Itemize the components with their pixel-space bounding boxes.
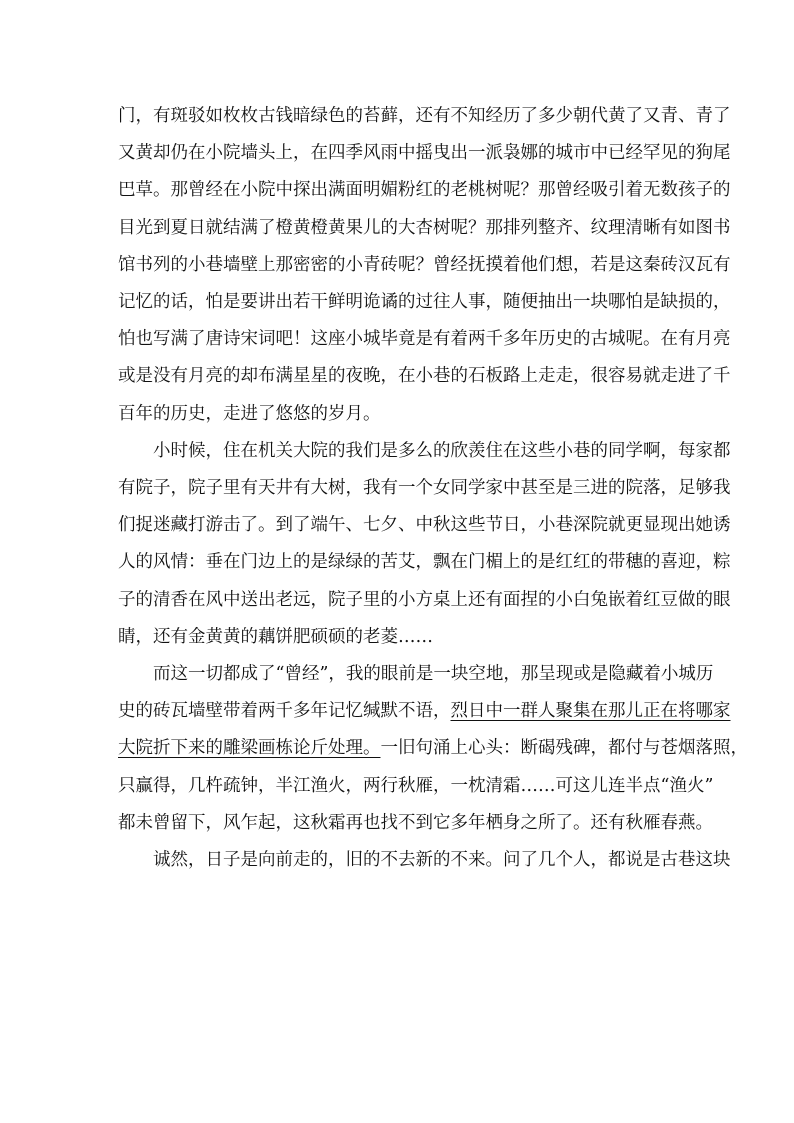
text-line: 小时候，住在机关大院的我们是多么的欣羡住在这些小巷的同学啊，每家都: [153, 440, 731, 461]
underlined-text: 大院折下来的雕梁画栋论斤处理。: [118, 738, 381, 759]
text-line: 馆书列的小巷墙壁上那密密的小青砖呢？曾经抚摸着他们想，若是这秦砖汉瓦有: [118, 254, 731, 275]
text-line: 都未曾留下，风乍起，这秋霜再也找不到它多年栖身之所了。还有秋雁春燕。: [118, 812, 713, 833]
text-run: 史的砖瓦墙壁带着两千多年记忆缄默不语，: [118, 701, 451, 722]
paragraph-1: [118, 98, 731, 433]
text-line: [118, 693, 731, 730]
text-line: 有院子，院子里有天井有大树，我有一个女同学家中甚至是三进的院落，足够我: [118, 478, 731, 499]
paragraph-2: [118, 433, 731, 656]
underlined-text: 烈日中一群人聚集在那儿正在将哪家: [450, 701, 731, 722]
text-line: 子的清香在风中送出老远，院子里的小方桌上还有面捏的小白兔嵌着红豆做的眼: [118, 589, 731, 610]
text-line: 诚然，日子是向前走的，旧的不去新的不来。问了几个人，都说是古巷这块: [153, 850, 731, 871]
text-line: 或是没有月亮的却布满星星的夜晚，在小巷的石板路上走走，很容易就走进了千: [118, 366, 731, 387]
text-line: 而这一切都成了“曾经”，我的眼前是一块空地，那呈现或是隐藏着小城历: [153, 664, 714, 685]
text-line: 人的风情：垂在门边上的是绿绿的苦艾，飘在门楣上的是红红的带穗的喜迎，粽: [118, 552, 731, 573]
paragraph-4: [118, 842, 731, 879]
document-page: [118, 98, 748, 879]
text-line: 巴草。那曾经在小院中探出满面明媚粉红的老桃树呢？那曾经吸引着无数孩子的: [118, 180, 731, 201]
text-line: 记忆的话，怕是要讲出若干鲜明诡谲的过往人事，随便抽出一块哪怕是缺损的，: [118, 292, 731, 313]
text-line: 睛，还有金黄黄的藕饼肥硕硕的老菱……: [118, 626, 433, 647]
text-line: [118, 730, 748, 767]
text-line: 目光到夏日就结满了橙黄橙黄果儿的大杏树呢？那排列整齐、纹理清晰有如图书: [118, 217, 731, 238]
paragraph-3: [118, 656, 748, 842]
text-line: 怕也写满了唐诗宋词吧！这座小城毕竟是有着两千多年历史的古城呢。在有月亮: [118, 329, 731, 350]
text-line: 门，有斑驳如枚枚古钱暗绿色的苔藓，还有不知经历了多少朝代黄了又青、青了: [118, 106, 731, 126]
text-line: 只赢得，几杵疏钟，半江渔火，两行秋雁，一枕清霜……可这儿连半点“渔火”: [118, 775, 714, 796]
text-line: 百年的历史，走进了悠悠的岁月。: [118, 403, 381, 424]
text-line: 又黄却仍在小院墙头上，在四季风雨中摇曳出一派袅娜的城市中已经罕见的狗尾: [118, 143, 731, 164]
text-line: 们捉迷藏打游击了。到了端午、七夕、中秋这些节日，小巷深院就更显现出她诱: [118, 515, 731, 536]
text-run: 一旧句涌上心头：断碣残碑，都付与苍烟落照，: [380, 738, 748, 759]
